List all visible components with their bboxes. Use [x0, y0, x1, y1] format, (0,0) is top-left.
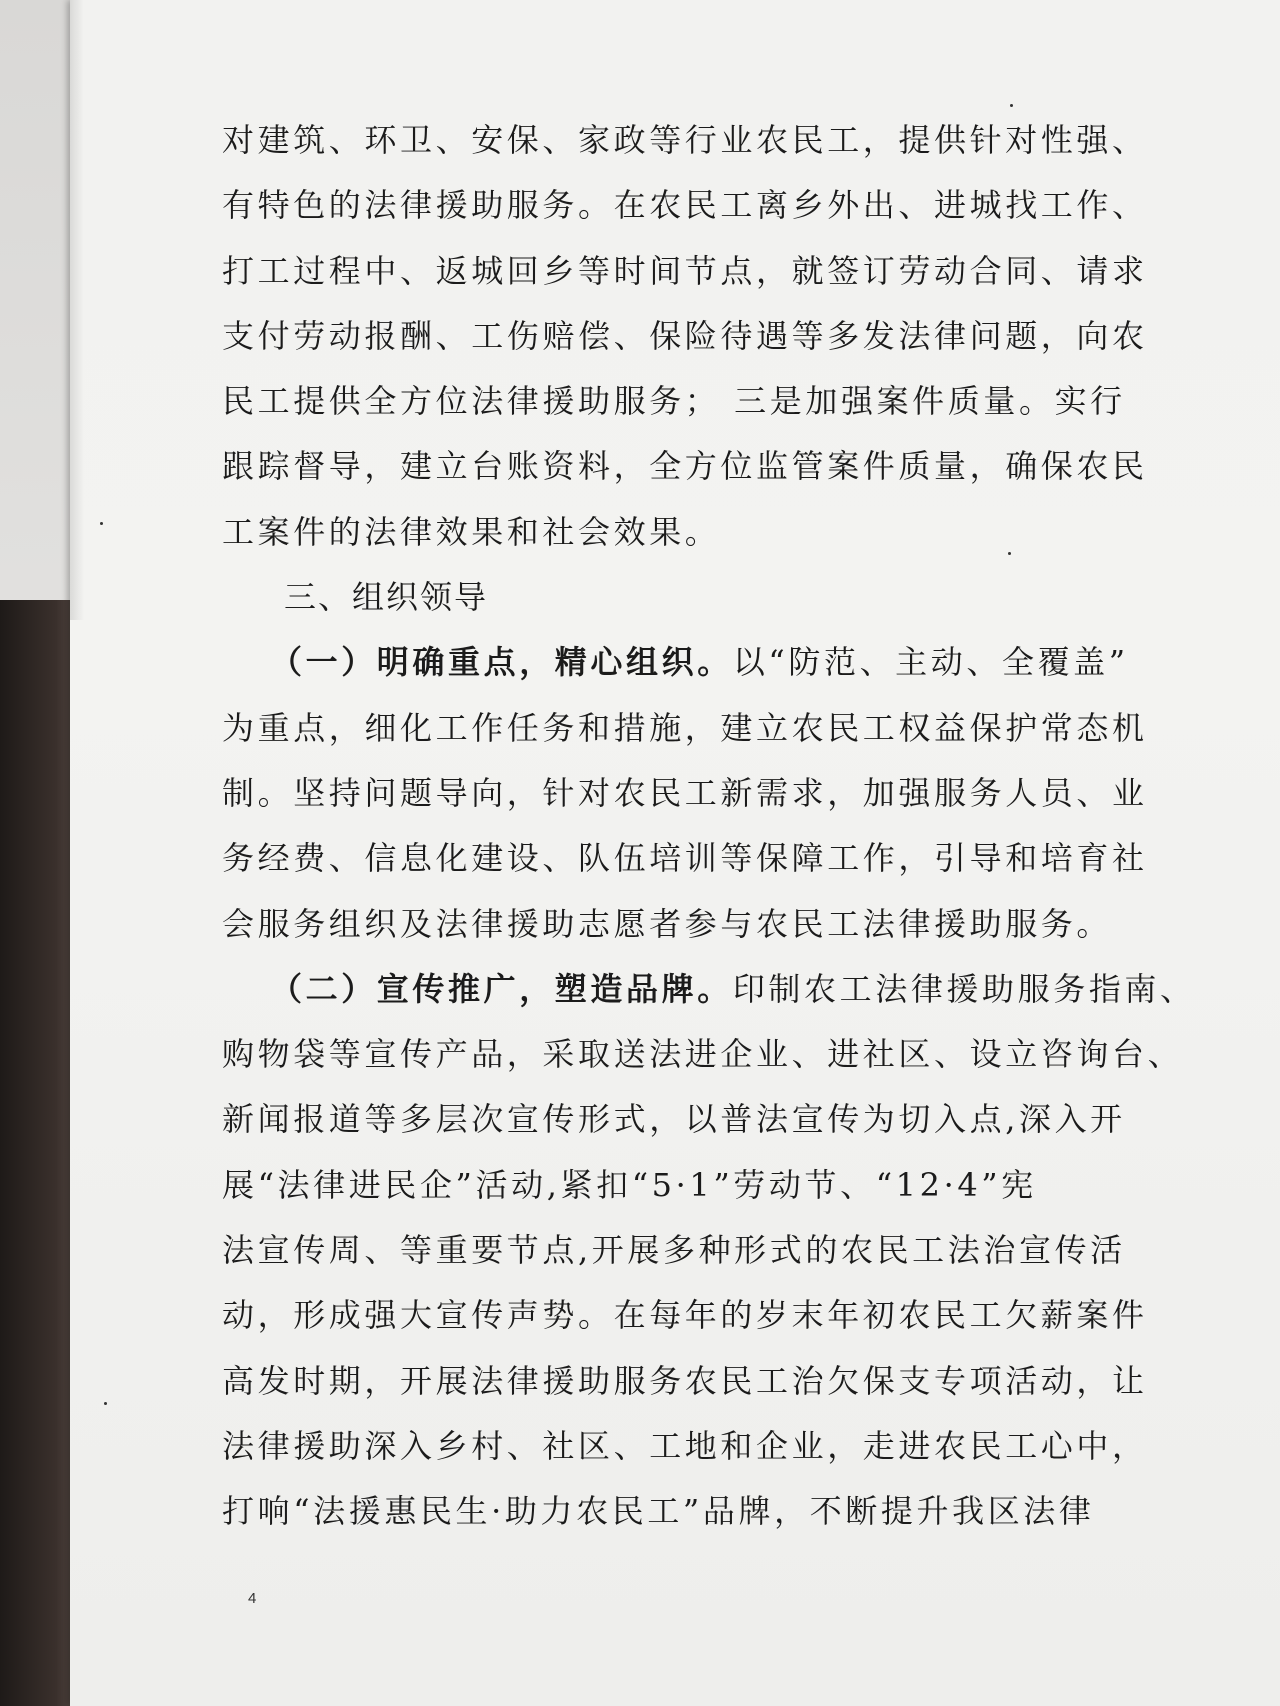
- body-line: 购物袋等宣传产品，采取送法进企业、进社区、设立咨询台、: [222, 1035, 1184, 1074]
- page-number: 4: [248, 1590, 257, 1607]
- body-line: 工案件的法律效果和社会效果。: [222, 512, 721, 551]
- body-line: 动，形成强大宣传声势。在每年的岁末年初农民工欠薪案件: [222, 1296, 1148, 1335]
- body-line: 高发时期，开展法律援助服务农民工治欠保支专项活动，让: [222, 1361, 1148, 1400]
- body-line: 法律援助深入乡村、社区、工地和企业，走进农民工心中，: [222, 1426, 1148, 1465]
- paper-speck: [100, 522, 103, 525]
- body-line: 打响“法援惠民生·助力农民工”品牌，不断提升我区法律: [222, 1492, 1095, 1531]
- body-line: 制。坚持问题导向，针对农民工新需求，加强服务人员、业: [222, 773, 1148, 812]
- body-line: 法宣传周、等重要节点,开展多种形式的农民工法治宣传活: [222, 1231, 1126, 1270]
- body-line: 为重点，细化工作任务和措施，建立农民工权益保护常态机: [222, 708, 1148, 747]
- page-edge-shadow: [70, 0, 84, 620]
- subsection-1-first-line: [222, 630, 1129, 695]
- body-line: 展“法律进民企”活动,紧扣“5·1”劳动节、“12·4”宪: [222, 1165, 1037, 1204]
- paper-speck: [104, 1402, 107, 1405]
- body-line: 支付劳动报酬、工伤赔偿、保险待遇等多发法律问题，向农: [222, 316, 1148, 355]
- body-line: 新闻报道等多层次宣传形式，以普法宣传为切入点,深入开: [222, 1100, 1126, 1139]
- body-line: 对建筑、环卫、安保、家政等行业农民工，提供针对性强、: [222, 121, 1148, 159]
- body-line: 务经费、信息化建设、队伍培训等保障工作，引导和培育社: [222, 839, 1148, 878]
- paper-speck: [1008, 552, 1011, 555]
- page-body: [222, 108, 1196, 1545]
- body-line: 跟踪督导，建立台账资料，全方位监管案件质量，确保农民: [222, 447, 1148, 486]
- body-line: 民工提供全方位法律援助服务； 三是加强案件质量。实行: [222, 382, 1126, 421]
- body-line: 有特色的法律援助服务。在农民工离乡外出、进城找工作、: [222, 186, 1148, 225]
- subsection-2-first-line-text: 印制农工法律援助服务指南、: [732, 969, 1196, 1008]
- subsection-2-title: （二）宣传推广，塑造品牌。: [270, 969, 733, 1008]
- subsection-2-first-line: [222, 957, 1196, 1022]
- body-line: 打工过程中、返城回乡等时间节点，就签订劳动合同、请求: [222, 251, 1148, 290]
- section-heading: 三、组织领导: [284, 578, 489, 617]
- paper-speck: [1010, 104, 1013, 107]
- subsection-1-title: （一）明确重点，精心组织。: [270, 643, 733, 682]
- body-line: 会服务组织及法律援助志愿者参与农民工法律援助服务。: [222, 904, 1113, 943]
- subsection-1-first-line-text: 以“防范、主动、全覆盖”: [732, 643, 1129, 682]
- dark-background: [0, 600, 80, 1706]
